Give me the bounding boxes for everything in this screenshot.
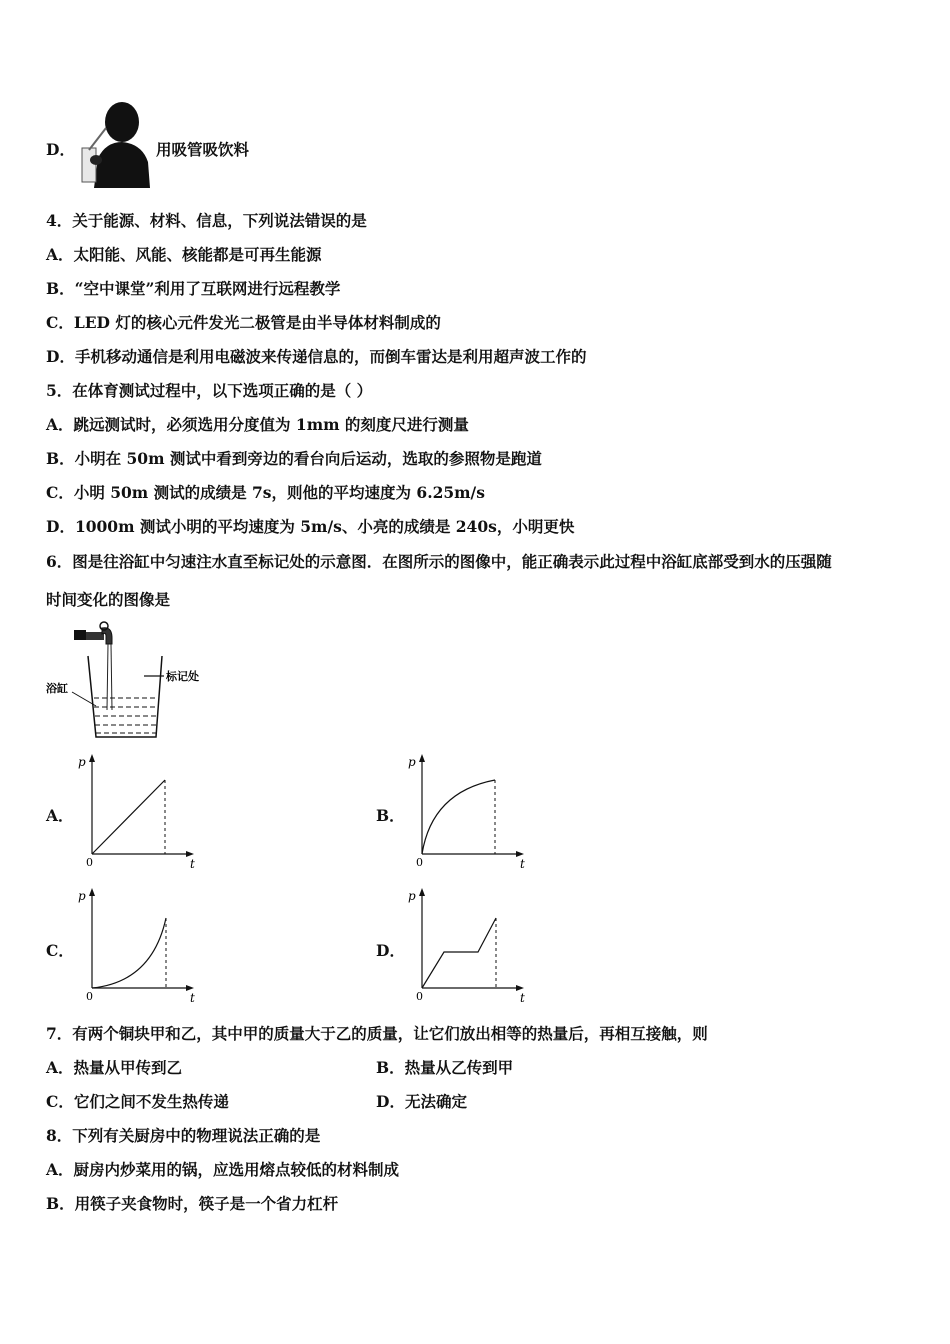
q5-option-c: C．小明 50m 测试的成绩是 7s，则他的平均速度为 6.25m/s [46,483,485,502]
graph-c-x-label: t [190,991,195,1005]
q5-option-d: D．1000m 测试小明的平均速度为 5m/s、小亮的成绩是 240s，小明更快 [46,517,575,536]
graph-a-origin: 0 [86,856,93,869]
graph-d-x-label: t [520,991,525,1005]
q4-option-a: A．太阳能、风能、核能都是可再生能源 [46,245,322,264]
graph-a-x-label: t [190,857,195,871]
q4-option-d: D．手机移动通信是利用电磁波来传递信息的，而倒车雷达是利用超声波工作的 [46,347,587,366]
q6-stem-line2: 时间变化的图像是 [46,590,171,609]
tub-label: 浴缸 [46,682,68,695]
q4-option-b: B．“空中课堂”利用了互联网进行远程教学 [46,279,341,298]
q8-stem: 8．下列有关厨房中的物理说法正确的是 [46,1126,321,1145]
graph-b-origin: 0 [416,856,423,869]
faucet-handle [74,630,86,640]
graph-d-y-label: p [408,889,416,903]
q5-option-a: A．跳远测试时，必须选用分度值为 1mm 的刻度尺进行测量 [46,415,469,434]
bathtub-figure [44,620,214,745]
q5-option-b: B．小明在 50m 测试中看到旁边的看台向后运动，选取的参照物是跑道 [46,449,542,468]
q3-option-d-text: 用吸管吸饮料 [156,140,250,159]
mark-label: 标记处 [166,670,199,683]
graph-a-y-label: p [78,755,86,769]
faucet-body [86,632,104,640]
graph-c-origin: 0 [86,990,93,1003]
q5-stem: 5．在体育测试过程中，以下选项正确的是（ ） [46,381,373,400]
graph-c-y-label: p [78,889,86,903]
child-drinking-icon [76,100,154,188]
q3-option-d-label: D． [46,140,75,159]
graph-d-curve [422,918,496,988]
graph-c-label: C． [46,941,74,960]
graph-c-curve [92,918,166,988]
graph-b-label: B． [376,806,405,825]
graph-c [72,884,212,1006]
q7-option-b: B．热量从乙传到甲 [376,1058,514,1077]
q7-option-c: C．它们之间不发生热传递 [46,1092,229,1111]
graph-d-label: D． [376,941,405,960]
graph-d [402,884,542,1006]
graph-a-label: A． [46,806,74,825]
graph-d-origin: 0 [416,990,423,1003]
q7-stem: 7．有两个铜块甲和乙，其中甲的质量大于乙的质量，让它们放出相等的热量后，再相互接触，则 [46,1024,708,1043]
q8-option-a: A．厨房内炒菜用的锅，应选用熔点较低的材料制成 [46,1160,400,1179]
q4-stem: 4．关于能源、材料、信息，下列说法错误的是 [46,211,367,230]
graph-a [72,750,212,872]
graph-b [402,750,542,872]
q7-option-d: D．无法确定 [376,1092,467,1111]
q7-option-a: A．热量从甲传到乙 [46,1058,183,1077]
q8-option-b: B．用筷子夹食物时，筷子是一个省力杠杆 [46,1194,339,1213]
graph-b-y-label: p [408,755,416,769]
q4-option-c: C．LED 灯的核心元件发光二极管是由半导体材料制成的 [46,313,441,332]
graph-b-x-label: t [520,857,525,871]
graph-a-curve [92,780,165,854]
graph-b-curve [422,780,495,854]
q6-stem-line1: 6．图是往浴缸中匀速注水直至标记处的示意图．在图所示的图像中，能正确表示此过程中浴缸底部受到水的压强随 [46,552,832,571]
